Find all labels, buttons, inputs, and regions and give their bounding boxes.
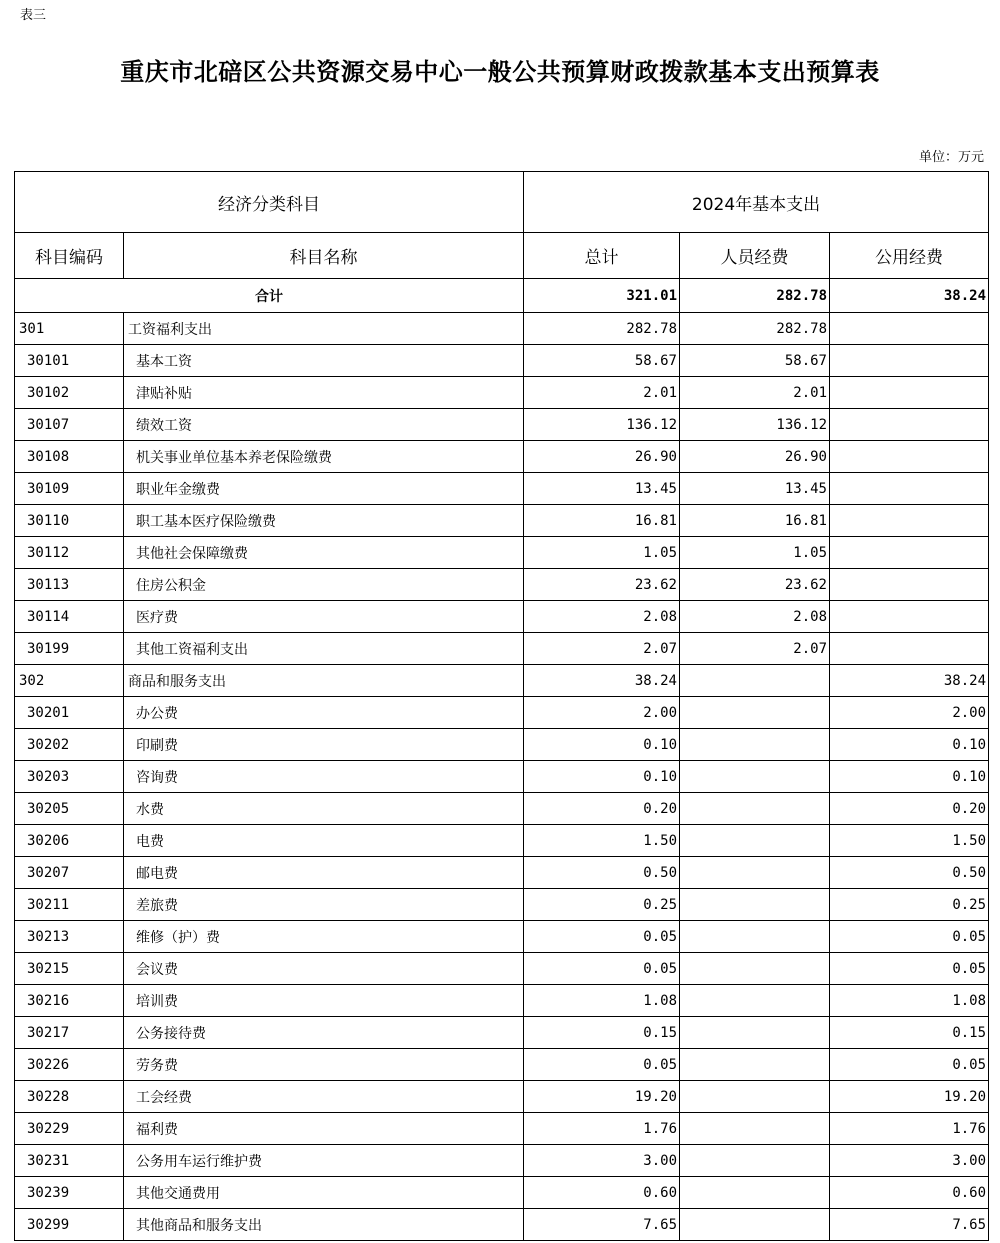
cell-subject-code: 30213 (15, 921, 124, 953)
cell-subject-code: 30203 (15, 761, 124, 793)
cell-personnel: 1.05 (680, 537, 830, 569)
cell-public: 0.20 (830, 793, 989, 825)
table-row (15, 889, 989, 921)
cell-public: 3.00 (830, 1145, 989, 1177)
cell-total: 2.08 (524, 601, 680, 633)
cell-total: 136.12 (524, 409, 680, 441)
cell-total: 1.05 (524, 537, 680, 569)
header-subject-name: 科目名称 (124, 233, 524, 279)
table-row (15, 729, 989, 761)
table-row (15, 921, 989, 953)
cell-total: 1.50 (524, 825, 680, 857)
cell-subject-name: 其他商品和服务支出 (124, 1209, 524, 1241)
table-row (15, 857, 989, 889)
cell-subject-name: 机关事业单位基本养老保险缴费 (124, 441, 524, 473)
table-row (15, 1081, 989, 1113)
header-total: 总计 (524, 233, 680, 279)
table-row (15, 761, 989, 793)
table-row (15, 1049, 989, 1081)
table-row (15, 953, 989, 985)
cell-subject-code: 30239 (15, 1177, 124, 1209)
table-row (15, 1145, 989, 1177)
total-row (15, 279, 989, 313)
cell-subject-code: 30101 (15, 345, 124, 377)
cell-public (830, 601, 989, 633)
cell-subject-code: 30113 (15, 569, 124, 601)
cell-public: 0.60 (830, 1177, 989, 1209)
cell-public (830, 345, 989, 377)
cell-total: 0.60 (524, 1177, 680, 1209)
cell-subject-code: 302 (15, 665, 124, 697)
cell-total: 19.20 (524, 1081, 680, 1113)
cell-subject-code: 301 (15, 313, 124, 345)
table-row (15, 601, 989, 633)
cell-personnel: 23.62 (680, 569, 830, 601)
cell-total: 13.45 (524, 473, 680, 505)
cell-total: 7.65 (524, 1209, 680, 1241)
cell-public (830, 409, 989, 441)
table-row (15, 505, 989, 537)
cell-personnel: 136.12 (680, 409, 830, 441)
cell-personnel (680, 729, 830, 761)
cell-personnel (680, 1081, 830, 1113)
table-row (15, 1017, 989, 1049)
total-total: 321.01 (524, 279, 680, 313)
table-row (15, 697, 989, 729)
cell-subject-name: 商品和服务支出 (124, 665, 524, 697)
cell-total: 26.90 (524, 441, 680, 473)
table-row (15, 793, 989, 825)
total-public: 38.24 (830, 279, 989, 313)
cell-total: 2.01 (524, 377, 680, 409)
cell-subject-code: 30215 (15, 953, 124, 985)
cell-personnel (680, 921, 830, 953)
cell-total: 0.05 (524, 1049, 680, 1081)
cell-personnel (680, 953, 830, 985)
cell-total: 1.76 (524, 1113, 680, 1145)
cell-public: 38.24 (830, 665, 989, 697)
cell-subject-code: 30205 (15, 793, 124, 825)
table-row (15, 1113, 989, 1145)
cell-public: 0.15 (830, 1017, 989, 1049)
cell-public (830, 633, 989, 665)
table-row (15, 377, 989, 409)
cell-total: 0.10 (524, 729, 680, 761)
cell-public (830, 377, 989, 409)
cell-total: 3.00 (524, 1145, 680, 1177)
cell-subject-name: 绩效工资 (124, 409, 524, 441)
table-row (15, 313, 989, 345)
page-title: 重庆市北碚区公共资源交易中心一般公共预算财政拨款基本支出预算表 (120, 57, 880, 86)
header-column-row (15, 233, 989, 279)
cell-subject-code: 30107 (15, 409, 124, 441)
cell-subject-name: 福利费 (124, 1113, 524, 1145)
cell-personnel (680, 1017, 830, 1049)
cell-subject-code: 30216 (15, 985, 124, 1017)
header-personnel-funds: 人员经费 (680, 233, 830, 279)
cell-subject-code: 30110 (15, 505, 124, 537)
cell-public (830, 473, 989, 505)
cell-total: 23.62 (524, 569, 680, 601)
header-subject-code: 科目编码 (15, 233, 124, 279)
cell-subject-code: 30114 (15, 601, 124, 633)
cell-personnel (680, 1209, 830, 1241)
cell-subject-name: 工资福利支出 (124, 313, 524, 345)
table-row (15, 633, 989, 665)
header-economic-classification: 经济分类科目 (15, 172, 524, 233)
cell-personnel: 282.78 (680, 313, 830, 345)
table-number: 表三 (20, 8, 47, 23)
cell-personnel (680, 1145, 830, 1177)
total-label: 合计 (15, 279, 524, 313)
cell-total: 282.78 (524, 313, 680, 345)
cell-public: 1.50 (830, 825, 989, 857)
cell-public (830, 505, 989, 537)
cell-subject-name: 维修（护）费 (124, 921, 524, 953)
budget-table (14, 171, 989, 1241)
cell-subject-name: 职业年金缴费 (124, 473, 524, 505)
cell-subject-name: 医疗费 (124, 601, 524, 633)
cell-subject-name: 公务接待费 (124, 1017, 524, 1049)
cell-total: 0.25 (524, 889, 680, 921)
cell-public (830, 569, 989, 601)
table-row (15, 825, 989, 857)
cell-subject-code: 30202 (15, 729, 124, 761)
cell-public: 0.10 (830, 761, 989, 793)
table-row (15, 409, 989, 441)
cell-subject-name: 其他交通费用 (124, 1177, 524, 1209)
cell-personnel (680, 697, 830, 729)
cell-subject-name: 津贴补贴 (124, 377, 524, 409)
cell-total: 58.67 (524, 345, 680, 377)
cell-subject-name: 住房公积金 (124, 569, 524, 601)
cell-personnel (680, 825, 830, 857)
cell-public: 0.05 (830, 953, 989, 985)
cell-subject-name: 邮电费 (124, 857, 524, 889)
cell-personnel: 13.45 (680, 473, 830, 505)
cell-subject-name: 办公费 (124, 697, 524, 729)
cell-subject-code: 30228 (15, 1081, 124, 1113)
cell-public: 0.05 (830, 921, 989, 953)
cell-personnel (680, 1177, 830, 1209)
cell-subject-code: 30231 (15, 1145, 124, 1177)
cell-subject-name: 职工基本医疗保险缴费 (124, 505, 524, 537)
table-row (15, 473, 989, 505)
cell-subject-code: 30201 (15, 697, 124, 729)
cell-personnel (680, 1049, 830, 1081)
cell-personnel (680, 985, 830, 1017)
cell-subject-code: 30229 (15, 1113, 124, 1145)
cell-total: 0.50 (524, 857, 680, 889)
cell-subject-code: 30112 (15, 537, 124, 569)
cell-personnel (680, 665, 830, 697)
cell-total: 2.00 (524, 697, 680, 729)
cell-subject-name: 培训费 (124, 985, 524, 1017)
cell-subject-code: 30108 (15, 441, 124, 473)
cell-personnel: 2.01 (680, 377, 830, 409)
cell-personnel (680, 761, 830, 793)
cell-subject-name: 公务用车运行维护费 (124, 1145, 524, 1177)
cell-public: 0.50 (830, 857, 989, 889)
cell-subject-name: 咨询费 (124, 761, 524, 793)
cell-total: 0.10 (524, 761, 680, 793)
cell-personnel: 58.67 (680, 345, 830, 377)
cell-public: 2.00 (830, 697, 989, 729)
table-row (15, 985, 989, 1017)
cell-total: 2.07 (524, 633, 680, 665)
cell-total: 0.05 (524, 921, 680, 953)
cell-public: 1.76 (830, 1113, 989, 1145)
cell-personnel (680, 857, 830, 889)
cell-subject-name: 差旅费 (124, 889, 524, 921)
cell-public (830, 537, 989, 569)
cell-total: 0.20 (524, 793, 680, 825)
cell-subject-name: 劳务费 (124, 1049, 524, 1081)
cell-subject-code: 30102 (15, 377, 124, 409)
cell-total: 1.08 (524, 985, 680, 1017)
table-row (15, 569, 989, 601)
cell-public: 0.25 (830, 889, 989, 921)
cell-subject-code: 30211 (15, 889, 124, 921)
cell-personnel (680, 793, 830, 825)
cell-subject-name: 会议费 (124, 953, 524, 985)
cell-subject-code: 30217 (15, 1017, 124, 1049)
header-group-row (15, 172, 989, 233)
cell-subject-name: 工会经费 (124, 1081, 524, 1113)
cell-subject-code: 30206 (15, 825, 124, 857)
cell-subject-code: 30226 (15, 1049, 124, 1081)
cell-total: 0.05 (524, 953, 680, 985)
cell-subject-name: 其他工资福利支出 (124, 633, 524, 665)
cell-subject-code: 30109 (15, 473, 124, 505)
cell-personnel: 2.08 (680, 601, 830, 633)
cell-subject-name: 其他社会保障缴费 (124, 537, 524, 569)
table-row (15, 1177, 989, 1209)
cell-public: 1.08 (830, 985, 989, 1017)
header-basic-expenditure-2024: 2024年基本支出 (524, 172, 989, 233)
cell-public: 19.20 (830, 1081, 989, 1113)
cell-subject-name: 水费 (124, 793, 524, 825)
cell-subject-code: 30299 (15, 1209, 124, 1241)
cell-public (830, 441, 989, 473)
table-row (15, 537, 989, 569)
cell-subject-name: 基本工资 (124, 345, 524, 377)
header-public-funds: 公用经费 (830, 233, 989, 279)
cell-public: 0.05 (830, 1049, 989, 1081)
cell-personnel: 26.90 (680, 441, 830, 473)
cell-subject-name: 电费 (124, 825, 524, 857)
table-row (15, 345, 989, 377)
cell-subject-name: 印刷费 (124, 729, 524, 761)
table-row (15, 441, 989, 473)
cell-subject-code: 30207 (15, 857, 124, 889)
cell-personnel: 16.81 (680, 505, 830, 537)
cell-total: 38.24 (524, 665, 680, 697)
cell-public: 7.65 (830, 1209, 989, 1241)
cell-personnel: 2.07 (680, 633, 830, 665)
unit-label: 单位：万元 (918, 150, 984, 165)
cell-subject-code: 30199 (15, 633, 124, 665)
table-row (15, 665, 989, 697)
cell-total: 0.15 (524, 1017, 680, 1049)
table-row (15, 1209, 989, 1241)
cell-public: 0.10 (830, 729, 989, 761)
cell-public (830, 313, 989, 345)
total-personnel: 282.78 (680, 279, 830, 313)
cell-personnel (680, 889, 830, 921)
cell-total: 16.81 (524, 505, 680, 537)
cell-personnel (680, 1113, 830, 1145)
